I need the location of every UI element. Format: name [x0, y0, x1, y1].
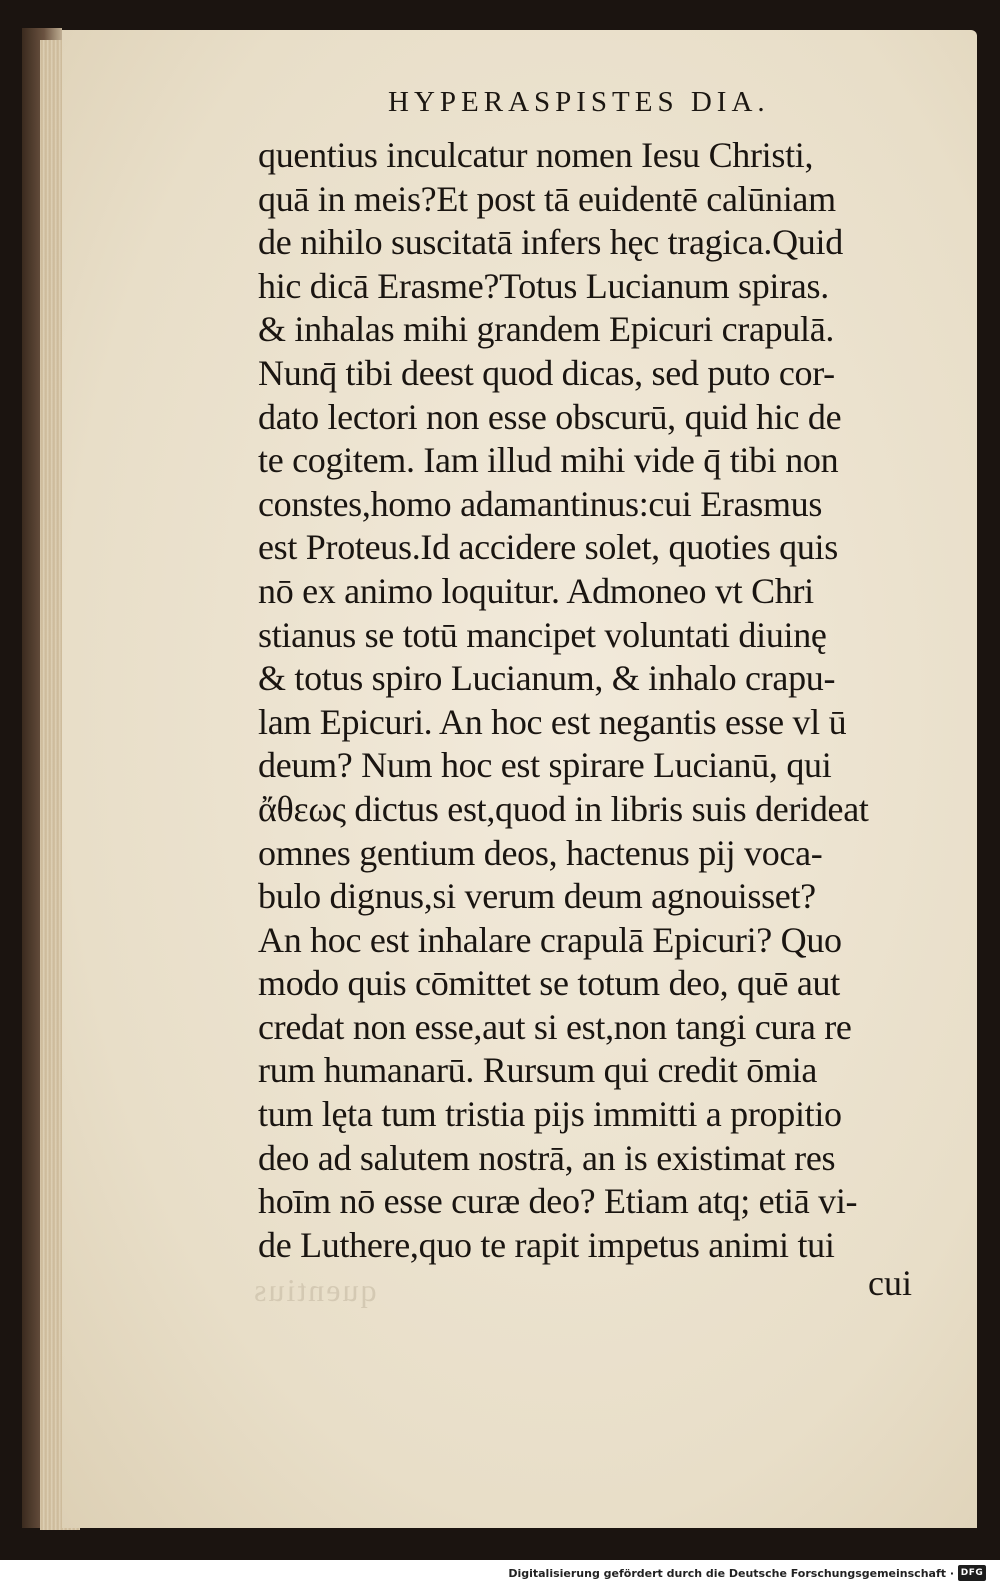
show-through-text: quentius — [252, 1272, 377, 1308]
text-line: dato lectori non esse obscurū, quid hic de — [258, 396, 842, 437]
text-line: deo ad salutem nostrā, an is existimat res — [258, 1137, 836, 1178]
text-line: est Proteus.Id accidere solet, quoties quis — [258, 527, 838, 568]
body-text — [258, 134, 948, 1267]
text-line: de nihilo suscitatā infers hęc tragica.Quid — [258, 222, 843, 263]
text-line: credat non esse,aut si est,non tangi cura re — [258, 1006, 852, 1047]
text-line: ἄθεως dictus est,quod in libris suis derideat — [258, 788, 869, 829]
text-line: quentius inculcatur nomen Iesu Christi, — [258, 135, 814, 175]
text-line: Nunq̄ tibi deest quod dicas, sed puto cor- — [258, 352, 835, 393]
footer-credit: Digitalisierung gefördert durch die Deutsche Forschungsgemeinschaft · — [508, 1567, 954, 1580]
text-line: de Luthere,quo te rapit impetus animi tui — [258, 1224, 835, 1265]
text-line: deum? Num hoc est spirare Lucianū, qui — [258, 745, 832, 786]
text-line: & inhalas mihi grandem Epicuri crapulā. — [258, 309, 835, 350]
text-line: lam Epicuri. An hoc est negantis esse vl ū — [258, 701, 847, 742]
text-line: bulo dignus,si verum deum agnouisset? — [258, 876, 816, 917]
text-line: stianus se totū mancipet voluntati diuinę — [258, 614, 827, 655]
text-line: nō ex animo loquitur. Admoneo vt Chri — [258, 570, 814, 611]
text-line: rum humanarū. Rursum qui credit ōmia — [258, 1050, 818, 1091]
text-line: tum lęta tum tristia pijs immitti a propitio — [258, 1094, 842, 1135]
text-line: & totus spiro Lucianum, & inhalo crapu- — [258, 658, 836, 699]
text-line: An hoc est inhalare crapulā Epicuri? Quo — [258, 919, 842, 960]
text-line: te cogitem. Iam illud mihi vide q̄ tibi non — [258, 440, 839, 481]
text-line: constes,homo adamantinus:cui Erasmus — [258, 483, 823, 524]
dfg-logo-icon: DFG — [958, 1565, 986, 1581]
text-line: hoīm nō esse curæ deo? Etiam atq; etiā vi- — [258, 1181, 858, 1222]
text-line: modo quis cōmittet se totum deo, quē aut — [258, 963, 840, 1004]
text-line: omnes gentium deos, hactenus pij voca- — [258, 832, 823, 873]
text-line: hic dicā Erasme?Totus Lucianum spiras. — [258, 265, 829, 306]
catchword: cui — [868, 1263, 912, 1303]
running-head: HYPERASPISTES DIA. — [388, 86, 770, 118]
text-line: quā in meis?Et post tā euidentē calūniam — [258, 178, 836, 219]
